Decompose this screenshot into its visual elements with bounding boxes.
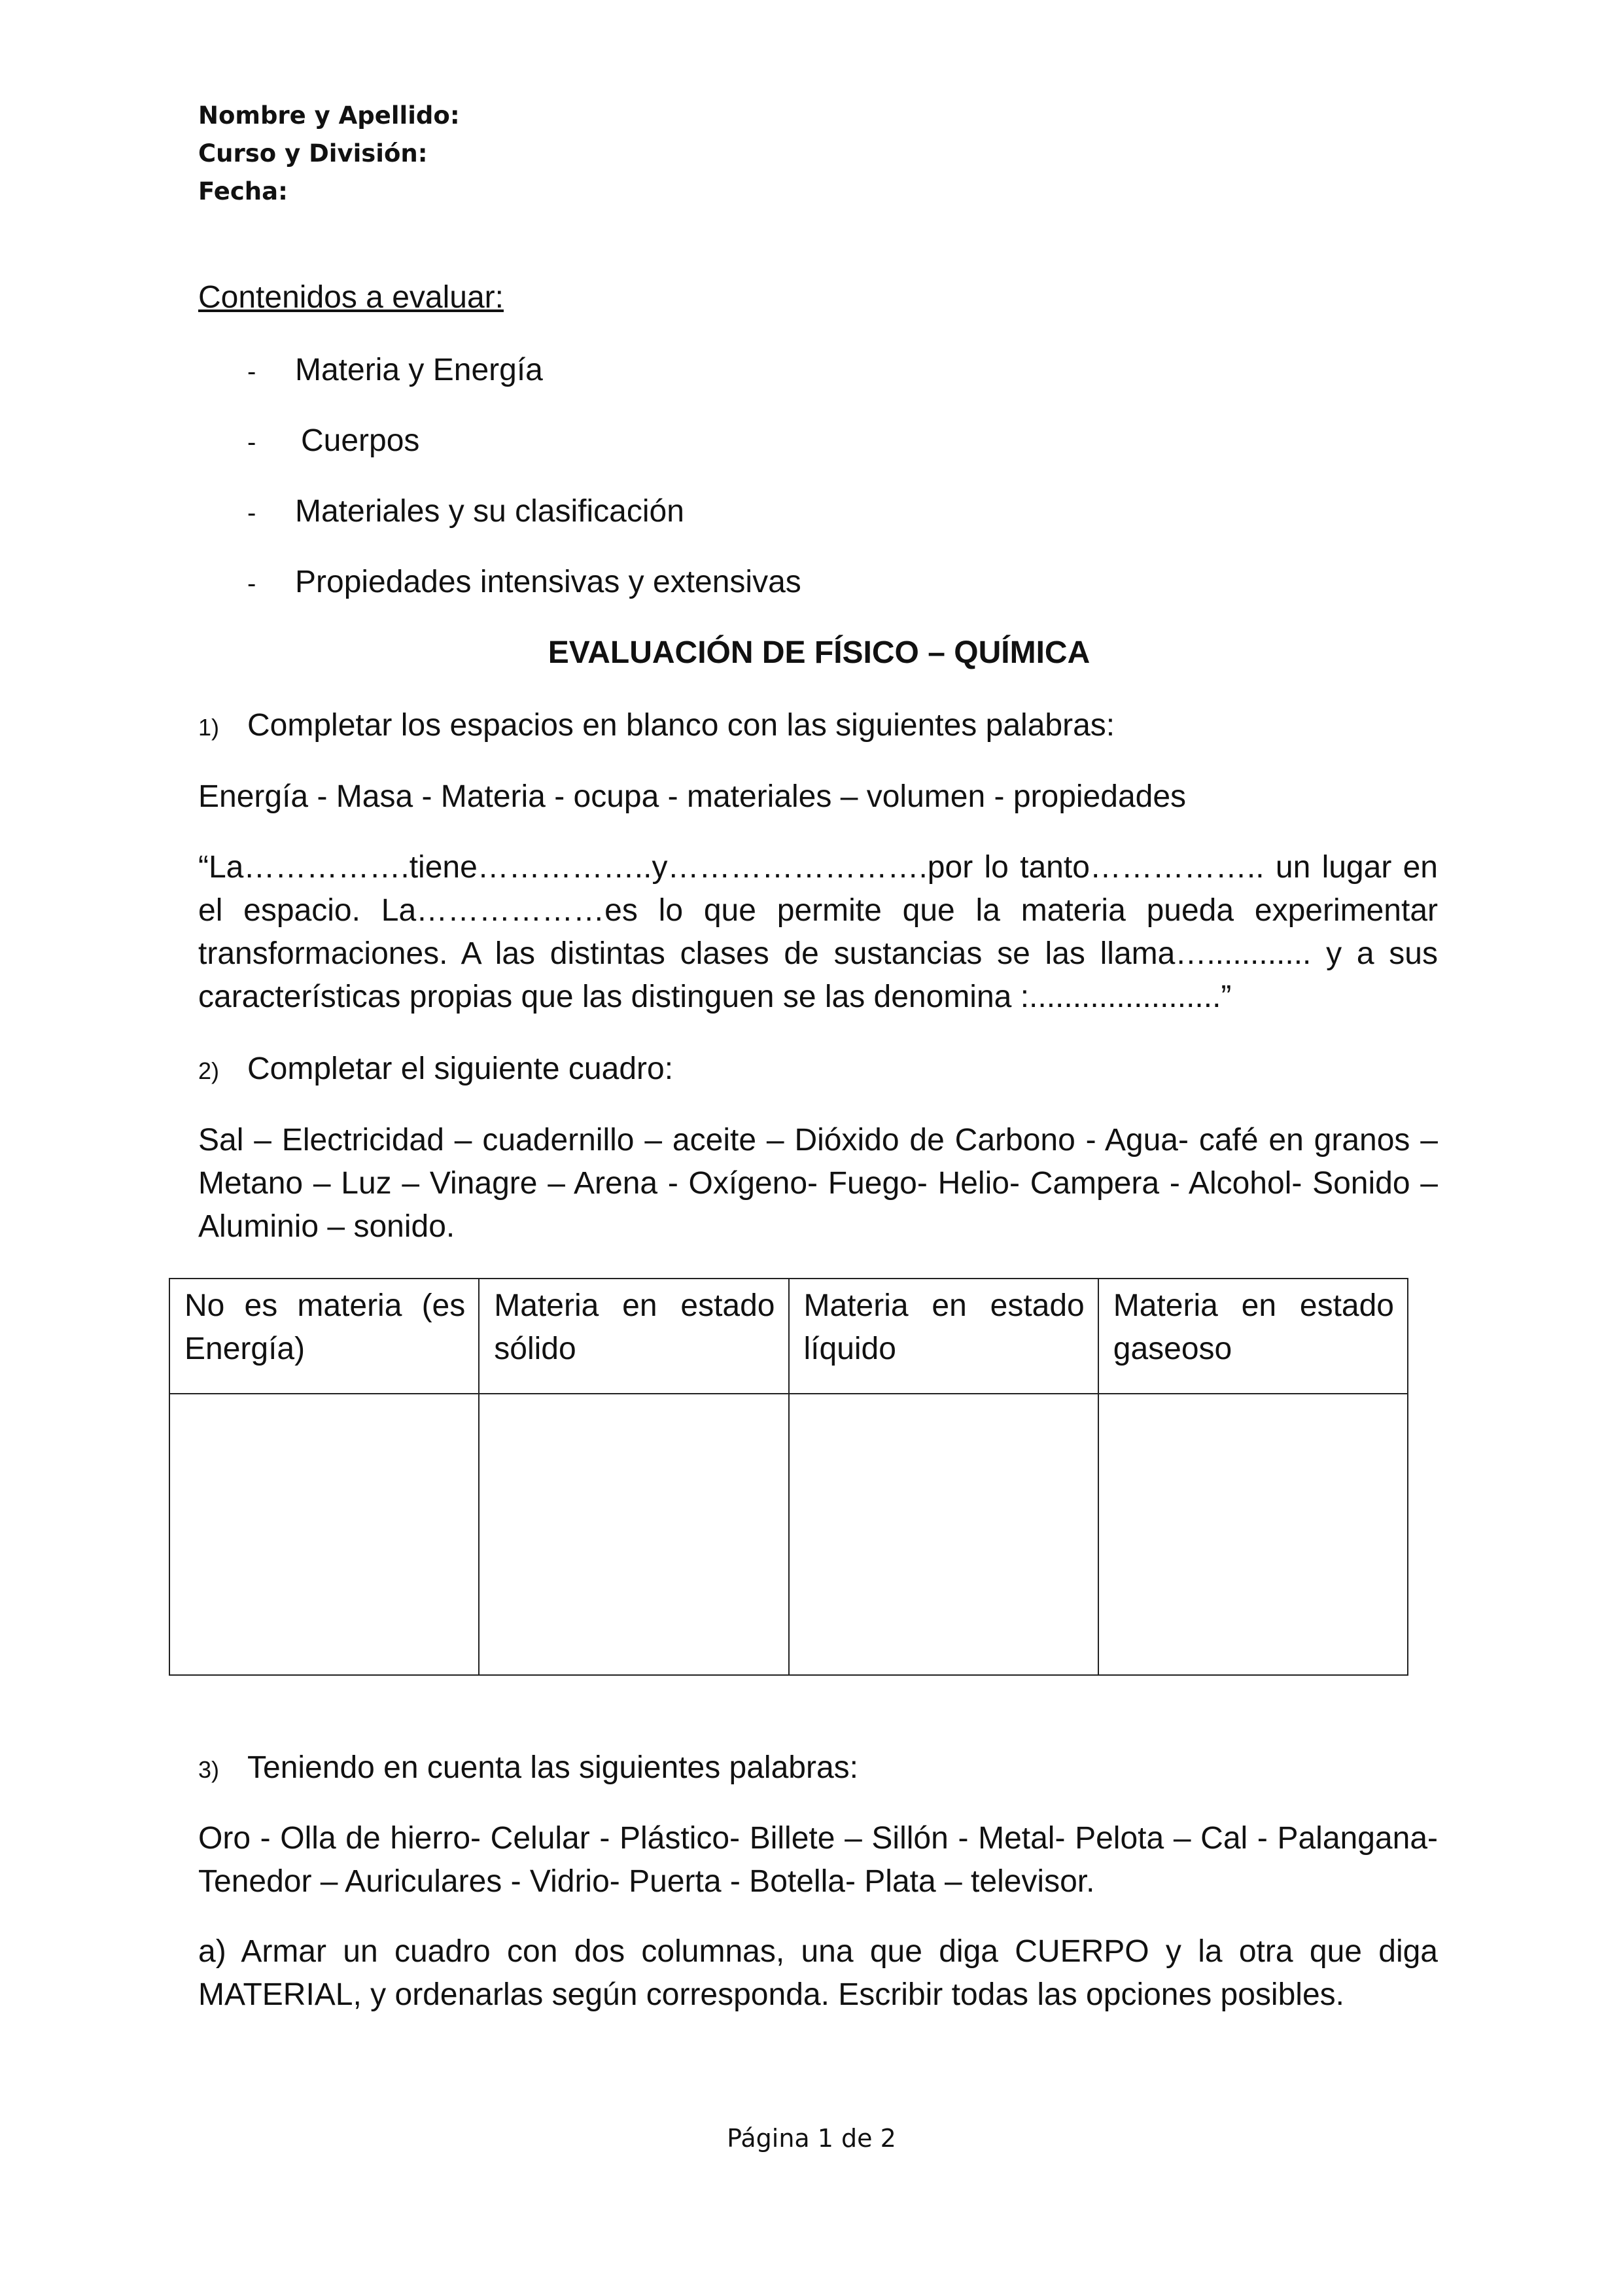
name-label: Nombre y Apellido: bbox=[198, 101, 460, 130]
question-3-part-a: a) Armar un cuadro con dos columnas, una que diga CUERPO y la otra que diga MATERIAL, y ordenarlas según corresponda. Escribir todas las opciones posibles. bbox=[198, 1934, 1438, 2012]
table-header-cell: Materia en estado líquido bbox=[789, 1279, 1098, 1394]
table-header-cell: Materia en estado gaseoso bbox=[1098, 1279, 1408, 1394]
bullet-dash: - bbox=[247, 357, 256, 386]
question-number: 3) bbox=[198, 1756, 220, 1783]
question-3-word-bank: Oro - Olla de hierro- Celular - Plástico- Billete – Sillón - Metal- Pelota – Cal - Palangana- Tenedor – Auriculares - Vidrio- Puerta - Botella- Plata – televisor. bbox=[198, 1821, 1438, 1899]
table-answer-cell[interactable] bbox=[1098, 1394, 1408, 1675]
question-1-prompt bbox=[198, 706, 1115, 747]
contents-title: Contenidos a evaluar: bbox=[198, 280, 504, 315]
page-number: Página 1 de 2 bbox=[727, 2124, 896, 2153]
contents-item bbox=[247, 351, 543, 390]
course-label: Curso y División: bbox=[198, 139, 428, 168]
question-number: 2) bbox=[198, 1057, 220, 1084]
question-3-prompt bbox=[198, 1748, 858, 1790]
contents-item-label: Materia y Energía bbox=[295, 353, 543, 387]
student-header bbox=[198, 97, 460, 211]
bullet-dash: - bbox=[247, 569, 256, 598]
question-1-word-bank: Energía - Masa - Materia - ocupa - materiales – volumen - propiedades bbox=[198, 779, 1187, 814]
contents-item bbox=[247, 492, 684, 531]
table-header-row bbox=[169, 1279, 1408, 1394]
question-text: Completar los espacios en blanco con las siguientes palabras: bbox=[247, 708, 1115, 743]
table-answer-cell[interactable] bbox=[789, 1394, 1098, 1675]
table-answer-cell[interactable] bbox=[479, 1394, 788, 1675]
question-1-fill-text: “La…………….tiene……………..y…………………….por lo tanto…………….. un lugar en el espacio. La………………es lo que permite que la materia pueda experimentar transformaciones. A las distintas clases de sustancias se las llama…............ y a sus características propias que las distinguen se las denomina :......................” bbox=[198, 850, 1438, 1014]
contents-item-label: Materiales y su clasificación bbox=[295, 494, 684, 529]
table-header-cell: Materia en estado sólido bbox=[479, 1279, 788, 1394]
table-answer-cell[interactable] bbox=[169, 1394, 479, 1675]
table-answer-row bbox=[169, 1394, 1408, 1675]
contents-item-label: Propiedades intensivas y extensivas bbox=[295, 565, 801, 599]
question-2-word-bank: Sal – Electricidad – cuadernillo – aceite – Dióxido de Carbono - Agua- café en granos – Metano – Luz – Vinagre – Arena - Oxígeno- Fuego- Helio- Campera - Alcohol- Sonido – Aluminio – sonido. bbox=[198, 1123, 1438, 1244]
exam-title: EVALUACIÓN DE FÍSICO – QUÍMICA bbox=[548, 635, 1091, 670]
bullet-dash: - bbox=[247, 428, 256, 457]
question-text: Completar el siguiente cuadro: bbox=[247, 1051, 674, 1086]
date-label: Fecha: bbox=[198, 177, 288, 205]
bullet-dash: - bbox=[247, 499, 256, 527]
contents-item bbox=[247, 421, 419, 461]
table-header-cell: No es materia (es Energía) bbox=[169, 1279, 479, 1394]
contents-item-label: Cuerpos bbox=[301, 423, 420, 458]
question-2-prompt bbox=[198, 1050, 673, 1091]
contents-item bbox=[247, 563, 801, 602]
question-text: Teniendo en cuenta las siguientes palabras: bbox=[247, 1750, 858, 1785]
question-number: 1) bbox=[198, 714, 220, 741]
classification-table bbox=[169, 1278, 1408, 1676]
